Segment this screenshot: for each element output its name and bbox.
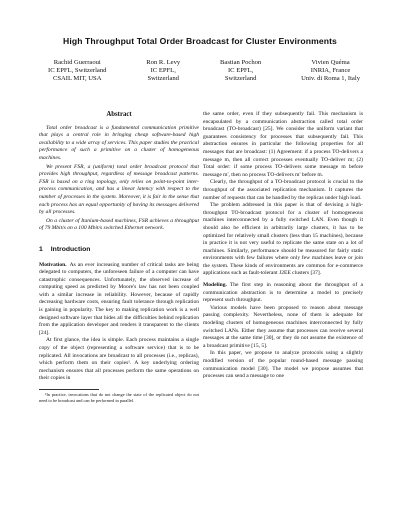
abstract-paragraph: On a cluster of Itanium-based machines, FSR achieves a throughput of 79 Mbit/s on a 100 Mbit/s switched Ethernet network. [39,217,199,232]
intro-body [39,262,199,384]
paper-title: High Throughput Total Order Broadcast for Cluster Environments [63,36,337,46]
author-2 [146,59,180,84]
body-paragraph: In this paper, we propose to analyze protocols using a slightly modified version of the popular round-based message passing communication model [30]. The model we propose assumes that processes can send a message to one [203,350,363,380]
author-1 [48,59,106,84]
motivation-text: As an ever increasing number of critical tasks are being delegated to computers, the unforeseen failure of a computer can have catastrophic consequences. Unfortunately, the observed increase of computing speed as predicted by Moore's law has not been coupled with a similar increase in reliability. However, because of rapidly decreasing hardware costs, ensuring fault tolerance through replication is gaining in popularity. The key to making replication work is a well designed software layer that hides all the difficulties behind replication from the application developer and renders it transparent to the clients [24]. [39,261,199,336]
author-4 [301,59,360,84]
abstract-paragraph: Total order broadcast is a fundamental communication primitive that plays a central role in bringing cheap software-based high availability to a wide array of services. This paper studies the practical performance of such a primitive on a cluster of homogeneous machines. [39,124,199,161]
abstract-paragraph: We present FSR, a (uniform) total order broadcast protocol that provides high throughput, regardless of message broadcast patterns. FSR is based on a ring topology, only relies on point-to-point inter-process communication, and has a linear latency with respect to the number of processes in the system. Moreover, it is fair in the sense that each process has an equal opportunity of having its messages delivered by all processes. [39,163,199,216]
body-paragraph: The problem addressed in this paper is that of devising a high-throughput TO-broadcast protocol for a cluster of homogeneous machines interconnected by a fully switched LAN. Even though it should also be efficient in arbitrarily large clusters, it has to be optimized for relatively small clusters (less than 15 machines), because in practice it is not very useful to replicate the same state on a lot of machines. Similarly, performance should be measured for fairly static environments with few failures where only few machines leave or join the system. These kinds of environments are common for e-commerce applications such as fault-tolerant J2EE clusters [37]. [203,202,363,277]
body-paragraph: Various models have been proposed to reason about message passing complexity. Nevertheless, none of them is adequate for modeling clusters of homogeneous machines interconnected by fully switched LANs. Either they assume that processes can receive several messages at the same time [30], or they do not assume the existence of a broadcast primitive [15, 5]. [203,304,363,349]
intro-paragraph: At first glance, the idea is simple. Each process maintains a single copy of the object (representing a software service) that is to be replicated. All invocations are broadcast to all processes (i.e., replicas), which perform them on their copies¹. A key underlying ordering mechanism ensures that all processes perform the same operations on their copies in [39,337,199,382]
section-heading [39,246,199,254]
motivation-paragraph [39,262,199,338]
author-affiliation: IC EPFL, [227,67,254,75]
author-block [48,59,360,84]
left-column [39,108,199,403]
right-column [203,111,363,381]
footnote-divider [39,389,99,390]
section-number: 1 [39,245,43,253]
abstract [39,111,199,233]
abstract-heading: Abstract [106,111,132,118]
modeling-text: The first step in reasoning about the throughput of a communication abstraction is to determine a model to precisely represent such throughput. [203,282,363,304]
body-paragraph: Clearly, the throughput of a TO-broadcast protocol is crucial to the throughput of the associated replication mechanism. It captures the number of requests that can be handled by the replicas under high load. [203,179,363,201]
author-affiliation: IC EPFL, Switzerland [48,67,107,75]
author-name: Bastian Pochon [220,59,262,66]
author-3 [220,59,261,84]
body-paragraph: the same order, even if they subsequently fail. This mechanism is encapsulated by a communication abstraction called total order broadcast (TO-broadcast) [25]. We consider the uniform variant that guarantees consistency for processes that subsequently fail. This abstraction ensures in particular the following properties for all messages that are broadcast: (1) Agreement: if a process TO-delivers a message m, then all correct processes eventually TO-deliver m; (2) Total order: if some process TO-delivers some message m before message m', then no process TO-delivers m' before m. [203,111,363,178]
author-name: Vivien Quéma [311,59,350,66]
modeling-label: Modeling. [203,282,227,289]
author-affiliation: Switzerland [224,75,257,83]
author-affiliation: CSAIL MIT, USA [52,75,102,83]
motivation-label: Motivation. [39,261,67,268]
author-affiliation: IC EPFL, [150,67,176,75]
modeling-paragraph [203,282,363,305]
footnote: ¹In practice, invocations that do not change the state of the replicated object do not need to be broadcast and can be performed in parallel. [39,392,199,403]
author-name: Ron R. Levy [146,59,181,66]
author-affiliation: Univ. di Roma 1, Italy [301,75,360,83]
author-affiliation: Switzerland [147,75,179,83]
section-title: Introduction [50,245,91,253]
author-name: Rachid Guerraoui [53,59,101,66]
author-affiliation: INRIA, France [310,67,351,75]
